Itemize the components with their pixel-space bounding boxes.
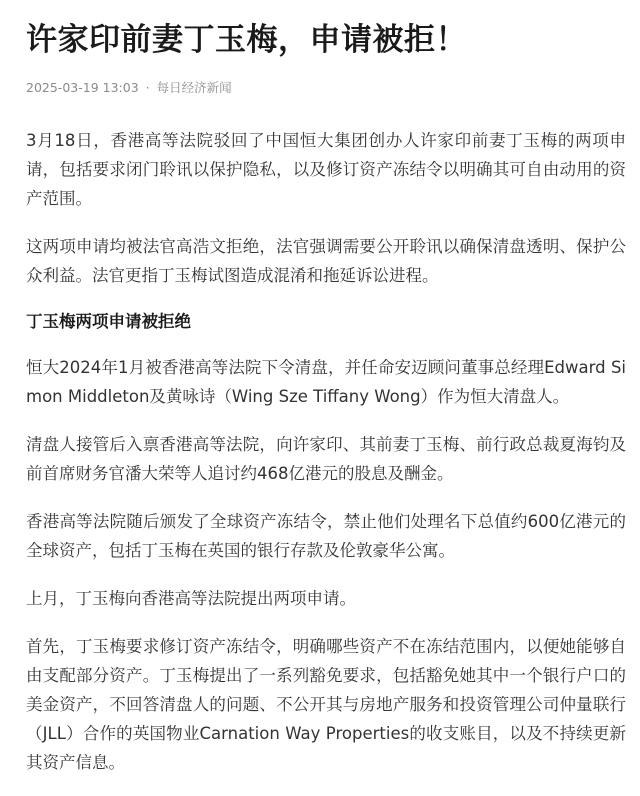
publish-date: 2025-03-19 13:03: [26, 80, 139, 95]
paragraph-6: 上月，丁玉梅向香港高等法院提出两项申请。: [26, 589, 356, 608]
paragraph-3: 恒大2024年1月被香港高等法院下令清盘，并任命安迈顾问董事总经理Edward Simon Middleton及黄咏诗（Wing Sze Tiffany Wong）作为恒大清盘人。: [26, 358, 626, 406]
meta-separator: ·: [145, 80, 150, 95]
article: [26, 0, 626, 796]
paragraph-2: 这两项申请均被法官高浩文拒绝，法官强调需要公开聆讯以确保清盘透明、保护公众利益。法官更指丁玉梅试图造成混淆和拖延诉讼进程。: [26, 237, 626, 285]
paragraph-4: 清盘人接管后入禀香港高等法院，向许家印、其前妻丁玉梅、前行政总裁夏海钧及前首席财务官潘大荣等人追讨约468亿港元的股息及酬金。: [26, 435, 626, 483]
article-title: 许家印前妻丁玉梅，申请被拒！: [26, 22, 467, 58]
source-label: 每日经济新闻: [156, 80, 232, 95]
paragraph-5: 香港高等法院随后颁发了全球资产冻结令，禁止他们处理名下总值约600亿港元的全球资产，包括丁玉梅在英国的银行存款及伦敦豪华公寓。: [26, 512, 626, 560]
article-body: [26, 126, 626, 777]
paragraph-7: 首先，丁玉梅要求修订资产冻结令，明确哪些资产不在冻结范围内，以便她能够自由支配部分资产。丁玉梅提出了一系列豁免要求，包括豁免她其中一个银行户口的美金资产，不回答清盘人的问题、不公开其与房地产服务和投资管理公司仲量联行（JLL）合作的英国物业Carnation Way Properties的收支账目，以及不持续更新其资产信息。: [26, 637, 626, 772]
section-heading: 丁玉梅两项申请被拒绝: [26, 312, 191, 331]
paragraph-1: 3月18日，香港高等法院驳回了中国恒大集团创办人许家印前妻丁玉梅的两项申请，包括要求闭门聆讯以保护隐私，以及修订资产冻结令以明确其可自由动用的资产范围。: [26, 131, 626, 208]
article-meta: [26, 79, 626, 97]
